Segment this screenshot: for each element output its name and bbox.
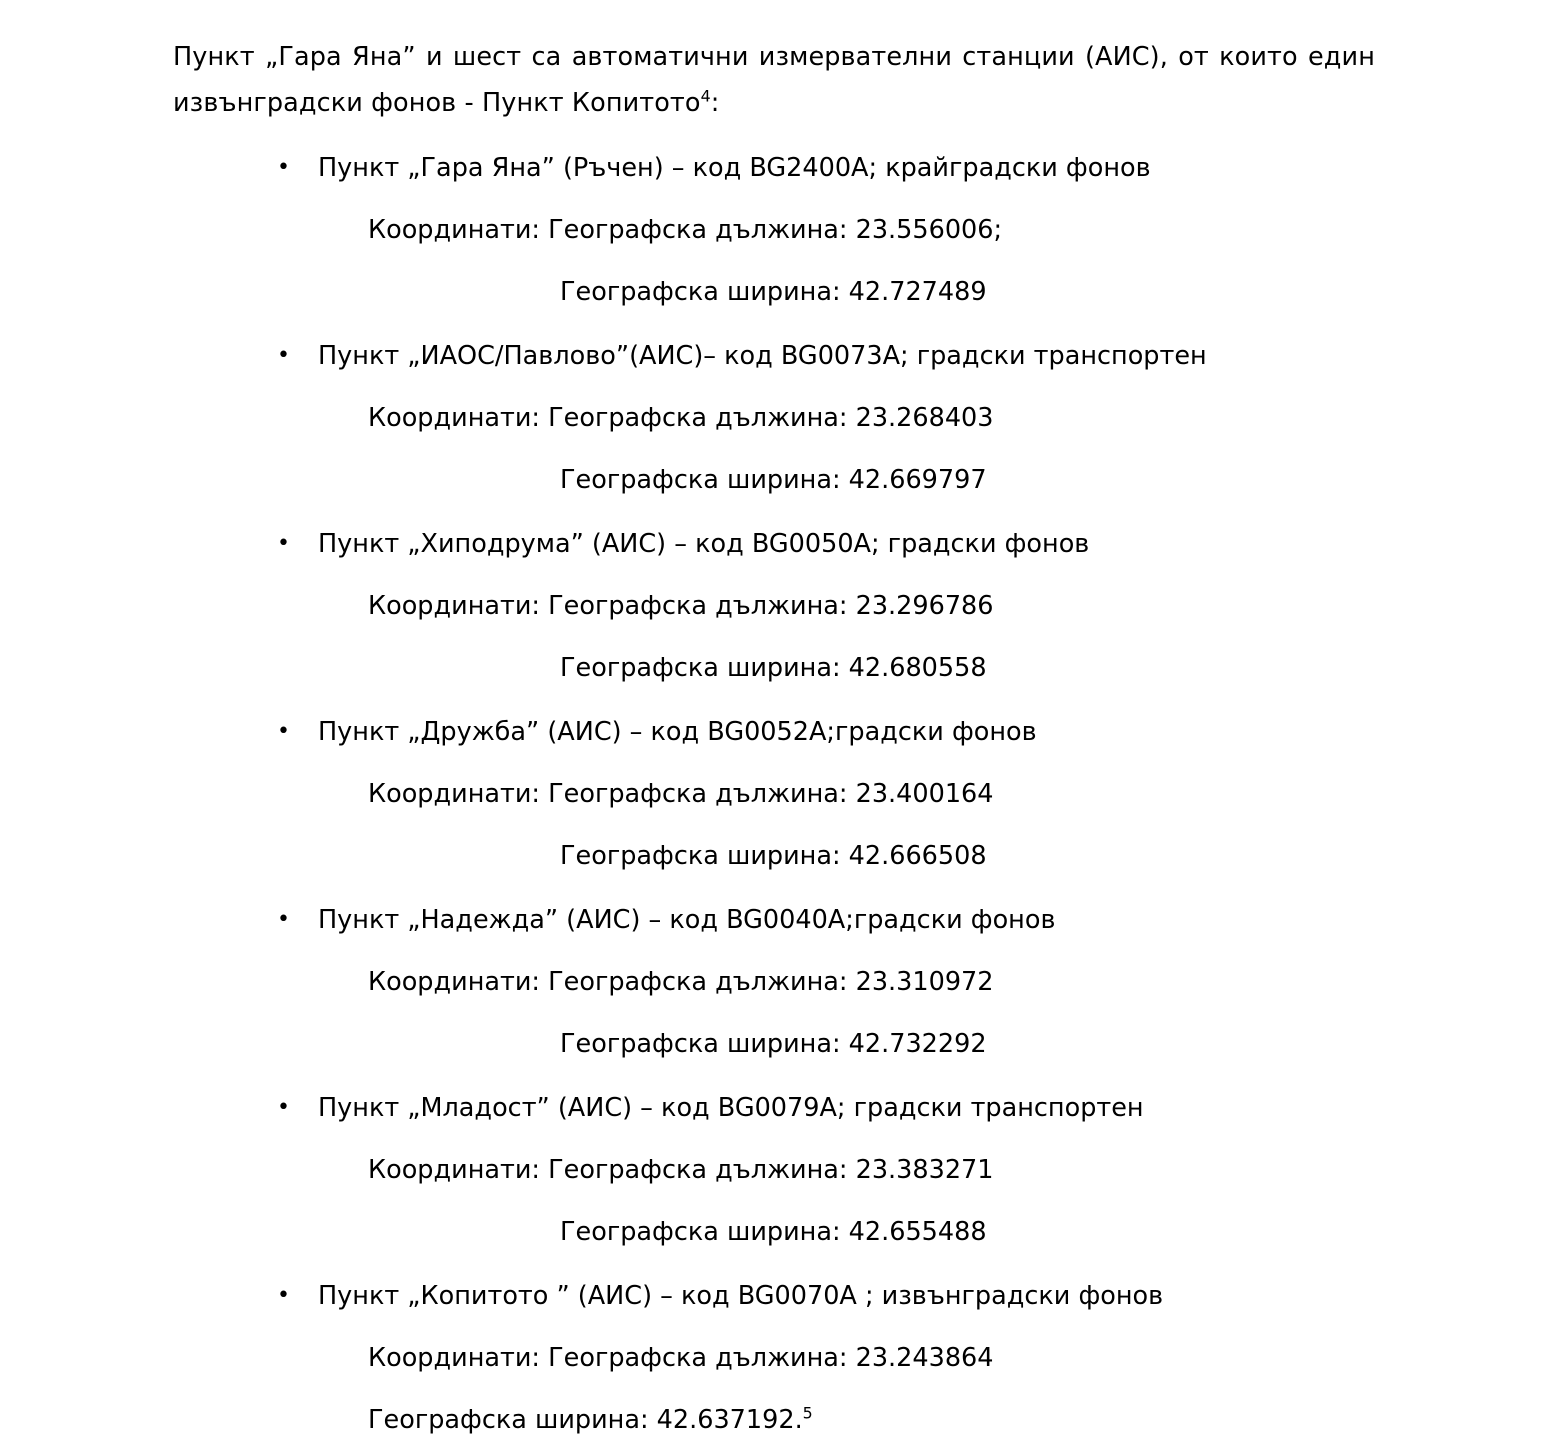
- station-longitude-line: Координати: Географска дължина: 23.310972: [368, 967, 994, 997]
- station-heading: [173, 710, 1375, 754]
- station-latitude-line: Географска ширина: 42.727489: [560, 277, 987, 307]
- list-item: [173, 898, 1375, 1066]
- station-list: [173, 146, 1375, 1442]
- station-longitude-line: Координати: Географска дължина: 23.400164: [368, 779, 994, 809]
- station-latitude-line: Географска ширина: 42.655488: [560, 1217, 987, 1247]
- station-latitude-line: [173, 1398, 1375, 1442]
- station-longitude-line: Координати: Географска дължина: 23.296786: [368, 591, 994, 621]
- list-item: [173, 146, 1375, 314]
- intro-trailing: :: [710, 88, 720, 118]
- bullet-icon: •: [277, 907, 290, 932]
- station-heading: [173, 146, 1375, 190]
- station-heading-text: Пункт „Надежда” (АИС) – код BG0040A;градски фонов: [318, 905, 1056, 935]
- intro-text: Пункт „Гара Яна” и шест са автоматични измервателни станции (АИС), от които един извънградски фонов - Пункт Копитото: [173, 42, 1375, 118]
- list-item: [173, 710, 1375, 878]
- station-heading: [173, 898, 1375, 942]
- list-item: [173, 334, 1375, 502]
- list-item: [173, 1274, 1375, 1442]
- bullet-icon: •: [277, 1283, 290, 1308]
- intro-paragraph: [173, 34, 1375, 126]
- station-latitude-line: Географска ширина: 42.669797: [560, 465, 987, 495]
- station-heading-text: Пункт „Хиподрума” (АИС) – код BG0050A; градски фонов: [318, 529, 1090, 559]
- station-heading-text: Пункт „Копитото ” (АИС) – код BG0070A ; извънградски фонов: [318, 1281, 1164, 1311]
- bullet-icon: •: [277, 155, 290, 180]
- list-item: [173, 522, 1375, 690]
- bullet-icon: •: [277, 1095, 290, 1120]
- station-heading-text: Пункт „Гара Яна” (Ръчен) – код BG2400A; крайградски фонов: [318, 153, 1151, 183]
- station-heading: [173, 334, 1375, 378]
- bullet-icon: •: [277, 719, 290, 744]
- list-item: [173, 1086, 1375, 1254]
- station-heading: [173, 522, 1375, 566]
- station-longitude-line: Координати: Географска дължина: 23.556006;: [368, 215, 1003, 245]
- bullet-icon: •: [277, 531, 290, 556]
- station-longitude-line: Координати: Географска дължина: 23.243864: [368, 1343, 994, 1373]
- station-heading-text: Пункт „ИАОС/Павлово”(АИС)– код BG0073A; градски транспортен: [318, 341, 1207, 371]
- station-heading-text: Пункт „Младост” (АИС) – код BG0079A; градски транспортен: [318, 1093, 1144, 1123]
- station-latitude-line: Географска ширина: 42.732292: [560, 1029, 987, 1059]
- station-latitude-line: Географска ширина: 42.666508: [560, 841, 987, 871]
- station-latitude-line: Географска ширина: 42.680558: [560, 653, 987, 683]
- station-latitude-text: Географска ширина: 42.637192.: [368, 1405, 803, 1435]
- footnote-marker-5: 5: [802, 1403, 813, 1423]
- station-heading-text: Пункт „Дружба” (АИС) – код BG0052A;градски фонов: [318, 717, 1037, 747]
- footnote-marker-4: 4: [700, 86, 711, 106]
- station-heading: [173, 1086, 1375, 1130]
- bullet-icon: •: [277, 343, 290, 368]
- station-longitude-line: Координати: Географска дължина: 23.383271: [368, 1155, 994, 1185]
- station-longitude-line: Координати: Географска дължина: 23.268403: [368, 403, 994, 433]
- station-heading: [173, 1274, 1375, 1318]
